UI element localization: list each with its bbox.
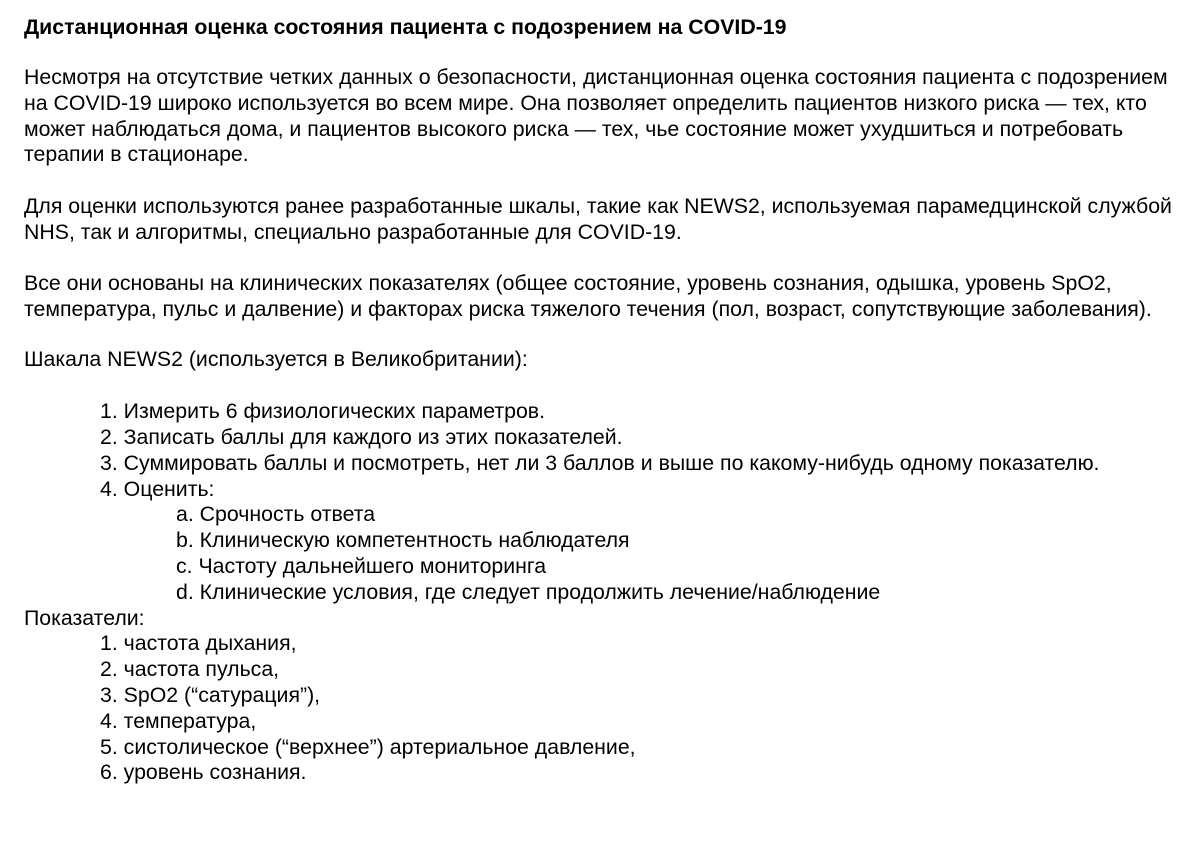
paragraph-news2-heading: Шакала NEWS2 (используется в Великобритании): — [24, 347, 528, 372]
paragraph-intro: Несмотря на отсутствие четких данных о безопасности, дистанционная оценка состояния пациента с подозрением на COVID-19 широко используется во всем мире. Она позволяет определить пациентов низкого риска — тех, кто может наблюдаться дома, и пациентов высокого риска — тех, чье состояние может ухудшиться и потребовать терапии в стационаре. — [24, 65, 1168, 167]
list-item: 1. частота дыхания, — [100, 631, 297, 656]
list-item: 4. температура, — [100, 708, 257, 733]
news2-steps-list — [24, 399, 1174, 605]
list-item: 1. Измерить 6 физиологических параметров. — [100, 399, 546, 424]
list-item: b. Клиническую компетентность наблюдателя — [176, 528, 630, 553]
list-item: c. Частоту дальнейшего мониторинга — [176, 553, 547, 578]
list-item: 3. Суммировать баллы и посмотреть, нет ли 3 баллов и выше по какому-нибудь одному показателю. — [100, 450, 1100, 475]
indicators-title: Показатели: — [24, 605, 145, 630]
list-item: 3. SpO2 (“сатурация”), — [100, 682, 321, 707]
list-item: a. Срочность ответа — [176, 502, 376, 527]
paragraph-scales: Для оценки используются ранее разработанные шкалы, такие как NEWS2, используемая парамедцинской службой NHS, так и алгоритмы, специально разработанные для COVID-19. — [24, 194, 1172, 244]
list-item-label: 4. Оценить: — [100, 476, 215, 501]
evaluate-substeps-list — [100, 502, 1174, 605]
paragraph-indicators-basis: Все они основаны на клинических показателях (общее состояние, уровень сознания, одышка, уровень SpO2, температура, пульс и далвение) и факторах риска тяжелого течения (пол, возраст, сопутствующие заболевания). — [24, 270, 1152, 321]
document — [24, 14, 1174, 786]
list-item: 2. частота пульса, — [100, 657, 280, 682]
list-item: d. Клинические условия, где следует продолжить лечение/наблюдение — [176, 579, 881, 604]
document-title: Дистанционная оценка состояния пациента с подозрением на COVID-19 — [24, 15, 787, 39]
list-item — [100, 477, 1174, 606]
list-item: 5. систолическое (“верхнее”) артериальное давление, — [100, 734, 636, 759]
indicators-list — [24, 631, 1174, 786]
list-item: 2. Записать баллы для каждого из этих показателей. — [100, 424, 623, 449]
list-item: 6. уровень сознания. — [100, 760, 307, 785]
